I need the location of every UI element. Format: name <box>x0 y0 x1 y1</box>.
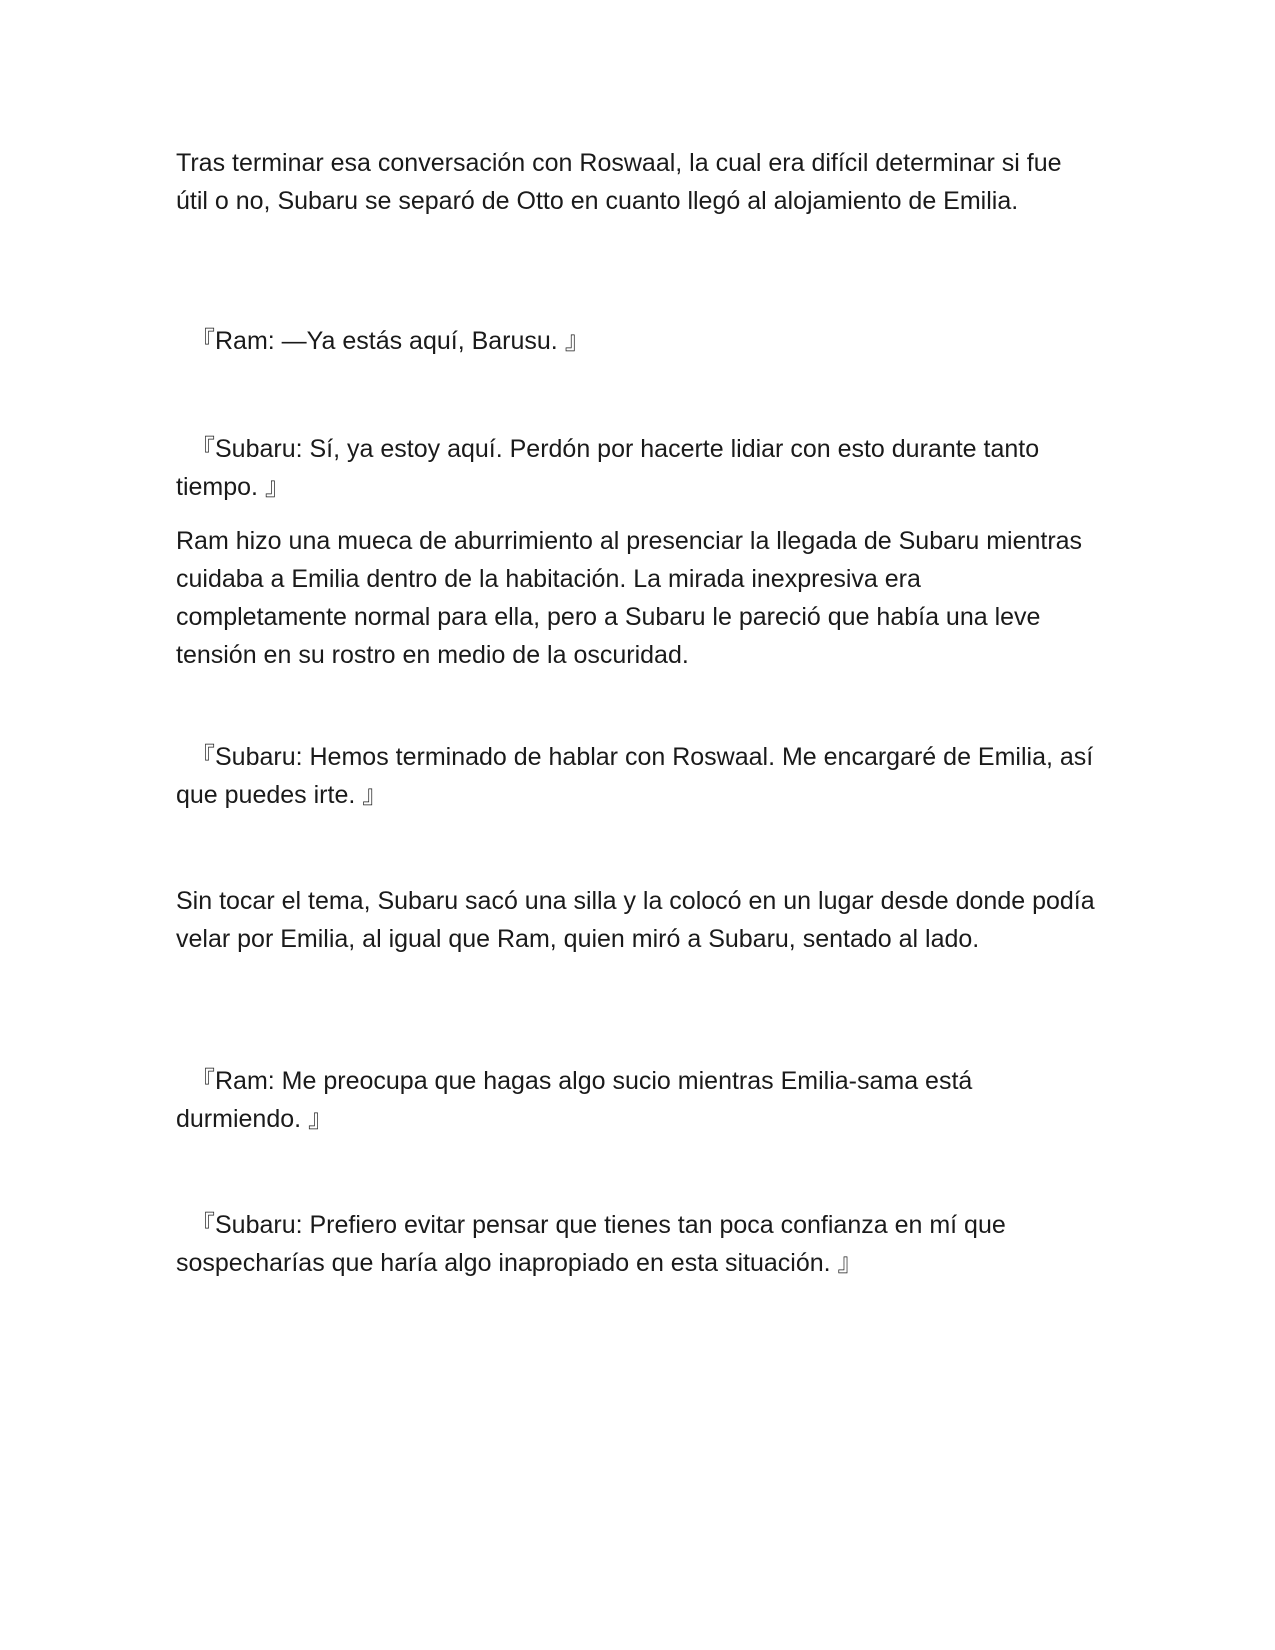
paragraph-narration-1: Tras terminar esa conversación con Roswaal, la cual era difícil determinar si fue útil o no, Subaru se separó de Otto en cuanto llegó al alojamiento de Emilia. <box>176 149 1062 215</box>
paragraph-dialogue-subaru-1: 『Subaru: Sí, ya estoy aquí. Perdón por hacerte lidiar con esto durante tanto tiempo. 』 <box>176 435 1040 501</box>
paragraph-narration-2: Ram hizo una mueca de aburrimiento al presenciar la llegada de Subaru mientras cuidaba a Emilia dentro de la habitación. La mirada inexpresiva era completamente normal para ella, pero a Subaru le pareció que había una leve tensión en su rostro en medio de la oscuridad. <box>176 527 1083 669</box>
paragraph-narration-3: Sin tocar el tema, Subaru sacó una silla y la colocó en un lugar desde donde podía velar por Emilia, al igual que Ram, quien miró a Subaru, sentado al lado. <box>176 887 1095 953</box>
paragraph-dialogue-subaru-2: 『Subaru: Hemos terminado de hablar con Roswaal. Me encargaré de Emilia, así que puedes irte. 』 <box>176 743 1094 809</box>
paragraph-dialogue-ram-2: 『Ram: Me preocupa que hagas algo sucio mientras Emilia-sama está durmiendo. 』 <box>176 1067 973 1133</box>
paragraph-dialogue-subaru-3: 『Subaru: Prefiero evitar pensar que tienes tan poca confianza en mí que sospecharías que haría algo inapropiado en esta situación. 』 <box>176 1211 1006 1277</box>
paragraph-dialogue-ram-1: 『Ram: —Ya estás aquí, Barusu. 』 <box>190 327 590 355</box>
